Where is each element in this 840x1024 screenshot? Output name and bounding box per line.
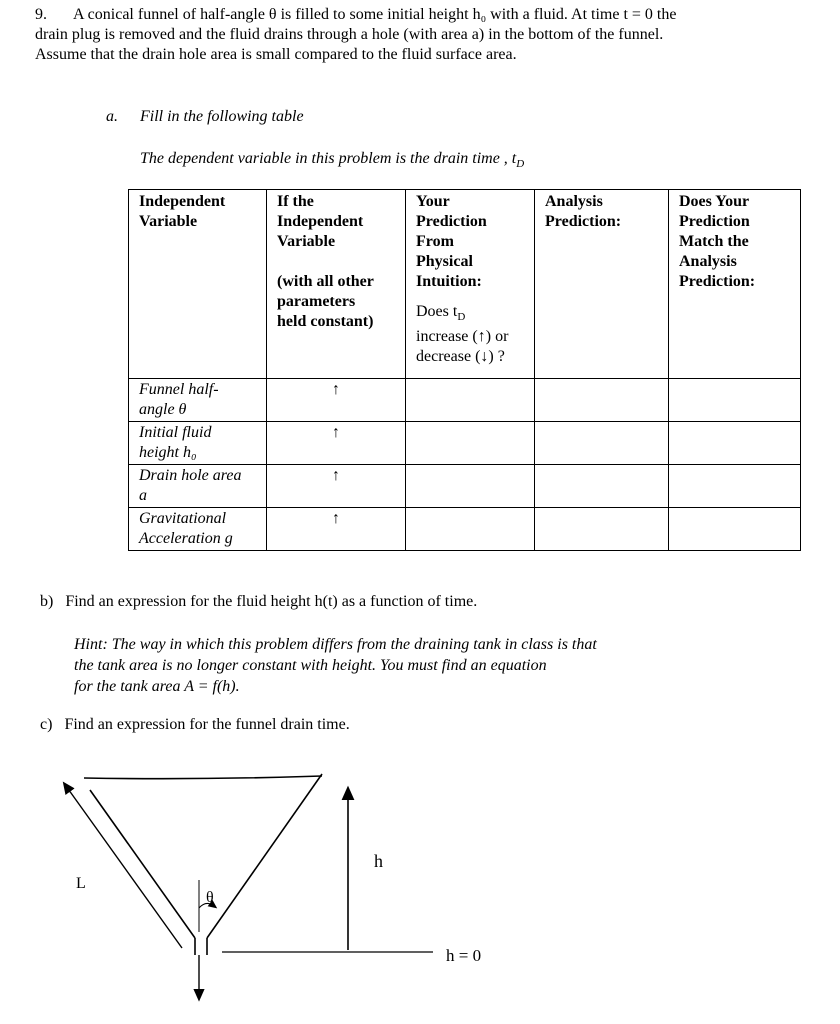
funnel-shape bbox=[84, 774, 322, 955]
row-direction: ↑ bbox=[267, 465, 406, 508]
row-match-cell[interactable] bbox=[669, 379, 801, 422]
row-analysis-cell[interactable] bbox=[535, 508, 669, 551]
funnel-right-wall bbox=[207, 774, 322, 938]
row-prediction-cell[interactable] bbox=[406, 508, 535, 551]
row-prediction-cell[interactable] bbox=[406, 379, 535, 422]
dependent-text: The dependent variable in this problem is the drain time , t bbox=[140, 150, 517, 167]
label-h: h bbox=[374, 851, 383, 871]
table-row bbox=[129, 465, 801, 508]
row-match-cell[interactable] bbox=[669, 465, 801, 508]
row-direction: ↑ bbox=[267, 422, 406, 465]
label-h0: h = 0 bbox=[446, 946, 482, 965]
fluid-surface-line bbox=[84, 776, 322, 779]
table-row bbox=[129, 422, 801, 465]
table-row bbox=[129, 379, 801, 422]
row-analysis-cell[interactable] bbox=[535, 465, 669, 508]
table-row bbox=[129, 508, 801, 551]
row-prediction-cell[interactable] bbox=[406, 465, 535, 508]
length-arrow bbox=[66, 786, 182, 948]
part-c-text: Find an expression for the funnel drain time. bbox=[64, 716, 350, 733]
row-analysis-cell[interactable] bbox=[535, 379, 669, 422]
row-variable: Funnel half- angle θ bbox=[129, 379, 267, 422]
header-if-the-variable: If the Independent Variable (with all other parameters held constant) bbox=[267, 190, 406, 379]
problem-line-3: Assume that the drain hole area is small compared to the fluid surface area. bbox=[35, 46, 517, 63]
problem-line-2: drain plug is removed and the fluid drains through a hole (with area a) in the bottom of the funnel. bbox=[35, 26, 664, 43]
row-variable: Drain hole area a bbox=[129, 465, 267, 508]
row-direction: ↑ bbox=[267, 508, 406, 551]
row-match-cell[interactable] bbox=[669, 422, 801, 465]
part-c-label: c) bbox=[40, 716, 53, 733]
prediction-table bbox=[128, 189, 801, 551]
problem-statement bbox=[35, 5, 795, 65]
header-does-prediction-match: Does Your Prediction Match the Analysis Prediction: bbox=[669, 190, 801, 379]
dependent-variable-text: The dependent variable in this problem is the drain time , $t_D$ bbox=[140, 150, 525, 171]
part-b bbox=[40, 593, 477, 611]
funnel-diagram bbox=[0, 760, 840, 1024]
label-theta: θ bbox=[206, 889, 214, 906]
funnel-left-wall bbox=[90, 790, 195, 938]
table-header-row bbox=[129, 190, 801, 379]
row-prediction-cell[interactable] bbox=[406, 422, 535, 465]
header-your-prediction: Your Prediction From Physical Intuition: Does $t_D$ increase (↑) or decrease (↓) ? bbox=[406, 190, 535, 379]
header-analysis-prediction: Analysis Prediction: bbox=[535, 190, 669, 379]
part-c bbox=[40, 716, 350, 734]
part-b-label: b) bbox=[40, 593, 54, 610]
part-a-text: Fill in the following table bbox=[140, 108, 304, 125]
problem-number: 9. bbox=[35, 6, 47, 23]
row-variable: Gravitational Acceleration g bbox=[129, 508, 267, 551]
header-independent-variable: Independent Variable bbox=[129, 190, 267, 379]
part-b-hint: Hint: The way in which this problem differs from the draining tank in class is that the tank area is no longer constant with height. You must find an equation for the tank area A = f(h). bbox=[74, 636, 597, 695]
row-direction: ↑ bbox=[267, 379, 406, 422]
problem-line-1: A conical funnel of half-angle θ is filled to some initial height h₀ with a fluid. At time t = 0 the bbox=[73, 6, 677, 23]
label-L: L bbox=[76, 875, 86, 892]
row-analysis-cell[interactable] bbox=[535, 422, 669, 465]
row-variable: Initial fluid height h₀ bbox=[129, 422, 267, 465]
row-match-cell[interactable] bbox=[669, 508, 801, 551]
part-b-text: Find an expression for the fluid height h(t) as a function of time. bbox=[65, 593, 478, 610]
part-a-label: a. bbox=[106, 108, 118, 125]
